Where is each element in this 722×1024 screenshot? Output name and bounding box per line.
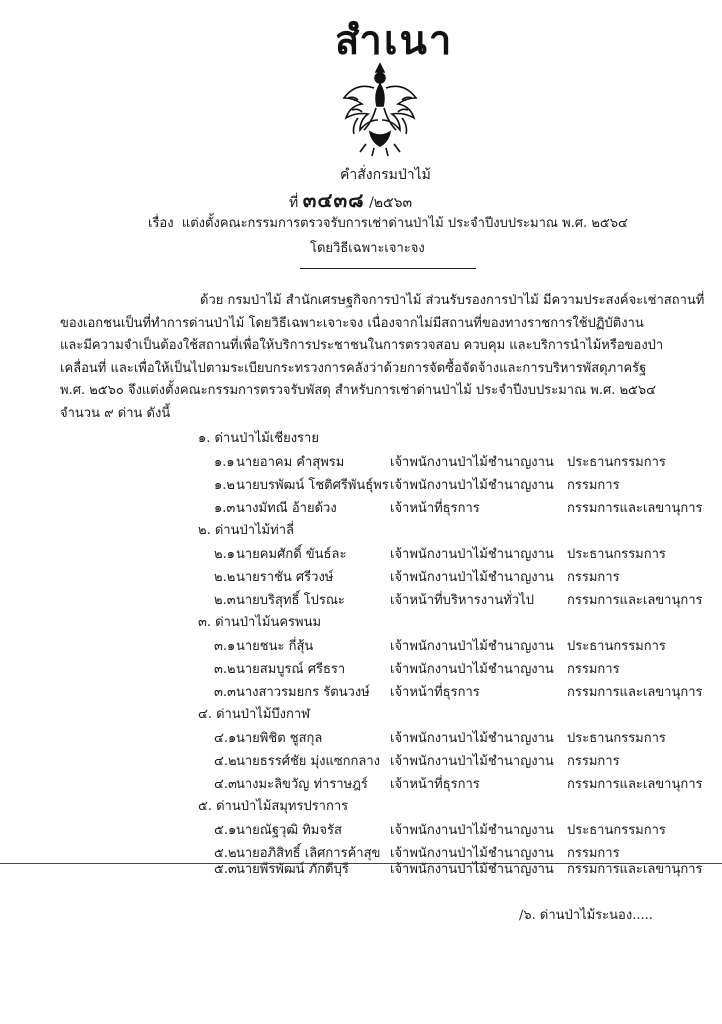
member-position: เจ้าหน้าที่บริหารงานทั่วไป xyxy=(390,593,534,608)
member-position: เจ้าหน้าที่ธุรการ xyxy=(390,777,480,792)
body-line: และมีความจำเป็นต้องใช้สถานที่เพื่อให้บริการประชาชนในการตรวจสอบ ควบคุม และบริการนำไม้หรือของป่า xyxy=(60,338,664,353)
member-role: กรรมการ xyxy=(567,478,620,493)
member-index: ๒.๑ xyxy=(214,547,235,562)
member-position: เจ้าพนักงานป่าไม้ชำนาญงาน xyxy=(390,862,554,877)
office-title: ๓. ด่านป่าไม้นครพนม xyxy=(198,615,322,630)
body-line: เคลื่อนที่ และเพื่อให้เป็นไปตามระเบียบกระทรวงการคลังว่าด้วยการจัดซื้อจัดจ้างและการบริหารพัสดุภาครัฐ xyxy=(60,360,647,376)
member-position: เจ้าพนักงานป่าไม้ชำนาญงาน xyxy=(390,570,554,585)
office-title: ๕. ด่านป่าไม้สมุทรปราการ xyxy=(198,799,349,814)
member-index: ๔.๓ xyxy=(214,777,237,792)
member-role: กรรมการ xyxy=(567,662,620,677)
procurement-method: โดยวิธีเฉพาะเจาะจง xyxy=(310,241,425,256)
member-index: ๕.๒ xyxy=(214,846,237,861)
member-index: ๕.๓ xyxy=(214,862,237,877)
member-name: นายอภิสิทธิ์ เลิศการค้าสุข xyxy=(236,846,381,861)
member-role: กรรมการและเลขานุการ xyxy=(567,685,703,700)
member-name: นางมัทณี อ้ายด้วง xyxy=(236,501,337,516)
member-name: นายราชัน ศรีวงษ์ xyxy=(236,570,334,585)
member-name: นายชนะ กี่สุ้น xyxy=(236,639,314,654)
member-role: กรรมการ xyxy=(567,754,620,769)
member-position: เจ้าพนักงานป่าไม้ชำนาญงาน xyxy=(390,662,554,677)
member-role: กรรมการ xyxy=(567,570,620,585)
member-position: เจ้าพนักงานป่าไม้ชำนาญงาน xyxy=(390,547,554,562)
body-line: จำนวน ๙ ด่าน ดังนี้ xyxy=(60,405,171,421)
member-index: ๑.๒ xyxy=(214,478,235,493)
member-role: กรรมการและเลขานุการ xyxy=(567,777,703,792)
member-index: ๓.๓ xyxy=(214,685,236,700)
copy-stamp-label: สำเนา xyxy=(335,17,454,64)
office-title: ๑. ด่านป่าไม้เชียงราย xyxy=(198,431,319,446)
member-position: เจ้าพนักงานป่าไม้ชำนาญงาน xyxy=(390,754,554,769)
member-position: เจ้าหน้าที่ธุรการ xyxy=(390,501,480,516)
member-index: ๑.๓ xyxy=(214,501,236,516)
member-index: ๒.๒ xyxy=(214,570,236,585)
member-name: นายณัฐวุฒิ ทิมจรัส xyxy=(236,823,342,838)
member-role: กรรมการและเลขานุการ xyxy=(567,593,703,608)
member-role: กรรมการและเลขานุการ xyxy=(567,501,703,516)
member-index: ๓.๑ xyxy=(214,639,236,654)
member-name: นายพิชิต ชูสกุล xyxy=(236,731,323,746)
order-number: ๓๔๓๘ xyxy=(302,188,365,212)
member-name: นายพีรพัฒน์ ภักดีบุรี xyxy=(236,862,349,877)
member-name: นางสาวรมยกร รัตนวงษ์ xyxy=(236,685,370,700)
body-line: ด้วย กรมป่าไม้ สำนักเศรษฐกิจการป่าไม้ ส่วนรับรองการป่าไม้ มีความประสงค์จะเช่าสถานที่ xyxy=(200,293,705,308)
member-role: ประธานกรรมการ xyxy=(567,823,666,838)
member-position: เจ้าพนักงานป่าไม้ชำนาญงาน xyxy=(390,455,554,470)
member-name: นายอาคม คำสุพรม xyxy=(236,455,345,470)
member-index: ๕.๑ xyxy=(214,823,237,838)
subject-label: เรื่อง xyxy=(148,216,174,231)
subject-text: แต่งตั้งคณะกรรมการตรวจรับการเช่าด่านป่าไม้ ประจำปีงบประมาณ พ.ศ. ๒๕๖๔ xyxy=(181,216,628,231)
order-prefix: ที่ xyxy=(289,195,299,211)
member-name: นางมะลิขวัญ ท่าราษฎร์ xyxy=(236,777,368,792)
member-role: ประธานกรรมการ xyxy=(567,731,666,746)
body-line: พ.ศ. ๒๕๖๐ จึงแต่งตั้งคณะกรรมการตรวจรับพัสดุ สำหรับการเช่าด่านป่าไม้ ประจำปีงบประมาณ พ.ศ. ๒๕๖๔ xyxy=(60,383,656,398)
member-index: ๔.๒ xyxy=(214,754,237,769)
member-name: นายคมศักดิ์ ขันธ์ละ xyxy=(236,547,347,562)
member-index: ๒.๓ xyxy=(214,593,236,608)
member-role: กรรมการและเลขานุการ xyxy=(567,862,703,877)
member-role: ประธานกรรมการ xyxy=(567,547,666,562)
body-paragraph xyxy=(60,290,705,425)
member-role: กรรมการ xyxy=(567,846,620,861)
title-divider xyxy=(300,268,476,269)
page-fold-line xyxy=(0,863,722,864)
member-position: เจ้าพนักงานป่าไม้ชำนาญงาน xyxy=(390,846,554,861)
member-position: เจ้าพนักงานป่าไม้ชำนาญงาน xyxy=(390,823,554,838)
member-position: เจ้าหน้าที่ธุรการ xyxy=(390,685,480,700)
member-name: นายบรพัฒน์ โชติศรีพันธุ์พร xyxy=(236,478,389,493)
office-title: ๔. ด่านป่าไม้บึงกาฬ xyxy=(198,707,311,722)
member-index: ๑.๑ xyxy=(214,455,235,470)
member-index: ๔.๑ xyxy=(214,731,237,746)
subject-line xyxy=(148,212,628,233)
body-line: ของเอกชนเป็นที่ทำการด่านป่าไม้ โดยวิธีเฉพาะเจาะจง เนื่องจากไม่มีสถานที่ของทางราชการใช้ปฏิบัติงาน xyxy=(60,315,644,331)
member-position: เจ้าพนักงานป่าไม้ชำนาญงาน xyxy=(390,639,554,654)
order-year: /๒๕๖๓ xyxy=(369,195,413,211)
continued-marker: /๖. ด่านป่าไม้ระนอง..... xyxy=(519,908,653,923)
member-role: ประธานกรรมการ xyxy=(567,639,666,654)
member-position: เจ้าพนักงานป่าไม้ชำนาญงาน xyxy=(390,478,554,493)
member-position: เจ้าพนักงานป่าไม้ชำนาญงาน xyxy=(390,731,554,746)
member-role: ประธานกรรมการ xyxy=(567,455,666,470)
member-index: ๓.๒ xyxy=(214,662,236,677)
member-name: นายธรรศ์ชัย มุ่งแซกกลาง xyxy=(236,754,381,769)
department-heading: คำสั่งกรมป่าไม้ xyxy=(340,167,431,183)
garuda-emblem-icon xyxy=(340,58,420,158)
member-name: นายสมบูรณ์ ศรีธรา xyxy=(236,662,346,677)
member-name: นายบริสุทธิ์ โปรณะ xyxy=(236,593,345,608)
office-title: ๒. ด่านป่าไม้ท่าลี่ xyxy=(198,523,294,538)
